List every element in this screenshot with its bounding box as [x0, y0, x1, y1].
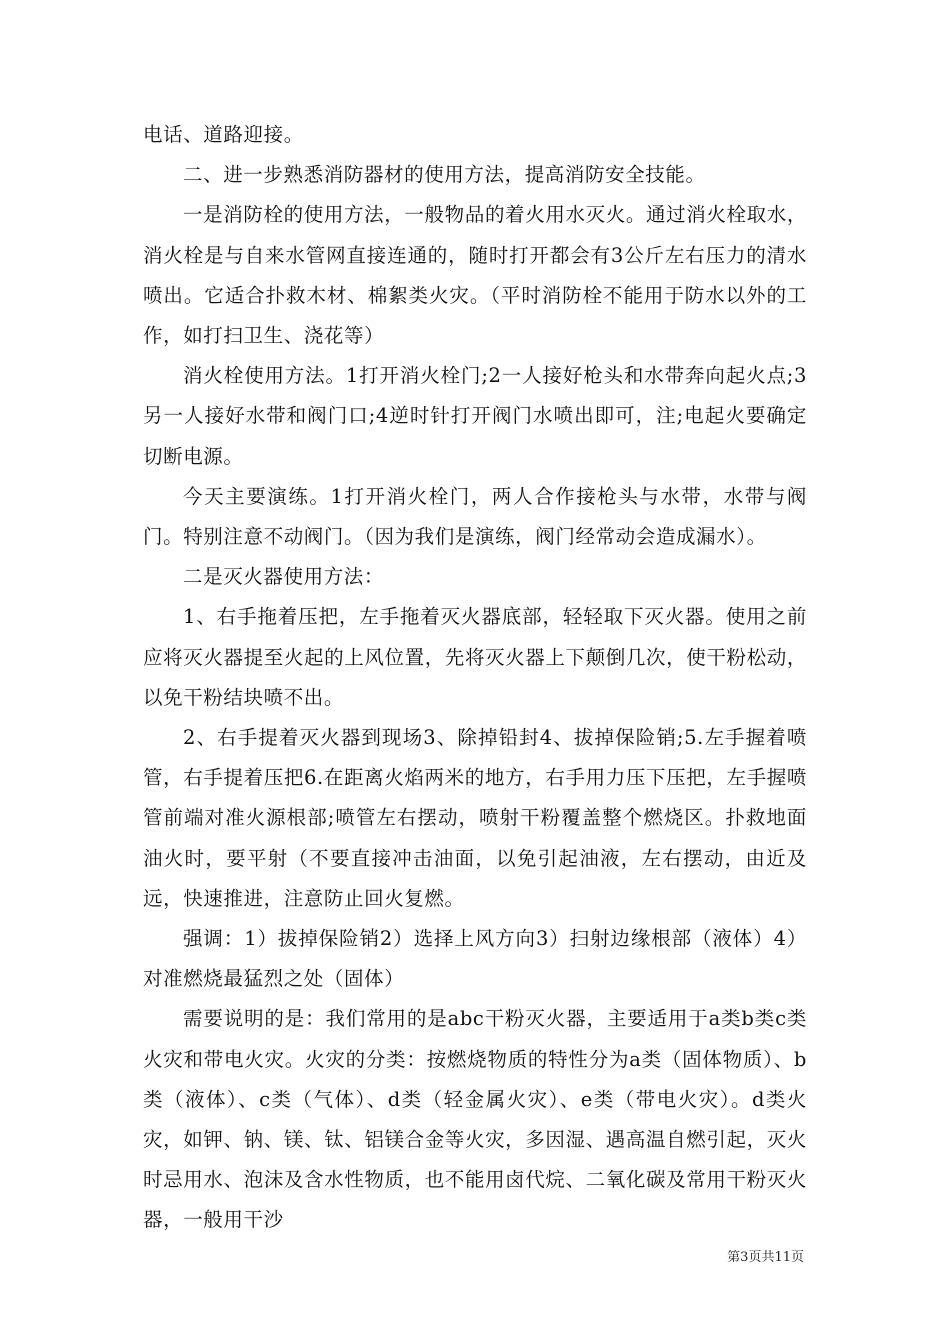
paragraph: 今天主要演练。1打开消火栓门，两人合作接枪头与水带，水带与阀门。特别注意不动阀门。（因为我们是演练，阀门经常动会造成漏水）。	[143, 484, 807, 549]
paragraph: 消火栓使用方法。1打开消火栓门;2一人接好枪头和水带奔向起火点;3另一人接好水带和阀门口;4逆时针打开阀门水喷出即可，注;电起火要确定切断电源。	[143, 364, 807, 468]
paragraph: 需要说明的是：我们常用的是abc干粉灭火器，主要适用于a类b类c类火灾和带电火灾。火灾的分类：按燃烧物质的特性分为a类（固体物质）、b类（液体）、c类（气体）、d类（轻金属火灾）、e类（带电火灾）。d类火灾，如钾、钠、镁、钛、铝镁合金等火灾，多因湿、遇高温自燃引起，灭火时忌用水、泡沫及含水性物质，也不能用卤代烷、二氧化碳及常用干粉灭火器，一般用干沙	[143, 1007, 807, 1232]
paragraph: 2、右手提着灭火器到现场3、除掉铅封4、拔掉保险销;5.左手握着喷管，右手提着压把6.在距离火焰两米的地方，右手用力压下压把，左手握喷管前端对准火源根部;喷管左右摆动，喷射干粉覆盖整个燃烧区。扑救地面油火时，要平射（不要直接冲击油面，以免引起油液，左右摆动，由近及远，快速推进，注意防止回火复燃。	[143, 726, 807, 910]
paragraph: 一是消防栓的使用方法，一般物品的着火用水灭火。通过消火栓取水，消火栓是与自来水管网直接连通的，随时打开都会有3公斤左右压力的清水喷出。它适合扑救木材、棉絮类火灾。（平时消防栓不能用于防水以外的工作，如打扫卫生、浇花等）	[143, 203, 807, 348]
paragraph: 电话、道路迎接。	[143, 123, 304, 146]
page-number: 第3页共11页	[727, 1250, 804, 1265]
paragraph: 二、进一步熟悉消防器材的使用方法，提高消防安全技能。	[183, 163, 706, 187]
document-body	[143, 115, 807, 1241]
paragraph: 1、右手拖着压把，左手拖着灭火器底部，轻轻取下灭火器。使用之前应将灭火器提至火起的上风位置，先将灭火器上下颠倒几次，使干粉松动，以免干粉结块喷不出。	[143, 605, 807, 709]
paragraph: 二是灭火器使用方法：	[183, 565, 385, 589]
paragraph: 强调：1）拔掉保险销2）选择上风方向3）扫射边缘根部（液体）4）对准燃烧最猛烈之处（固体）	[143, 927, 807, 991]
